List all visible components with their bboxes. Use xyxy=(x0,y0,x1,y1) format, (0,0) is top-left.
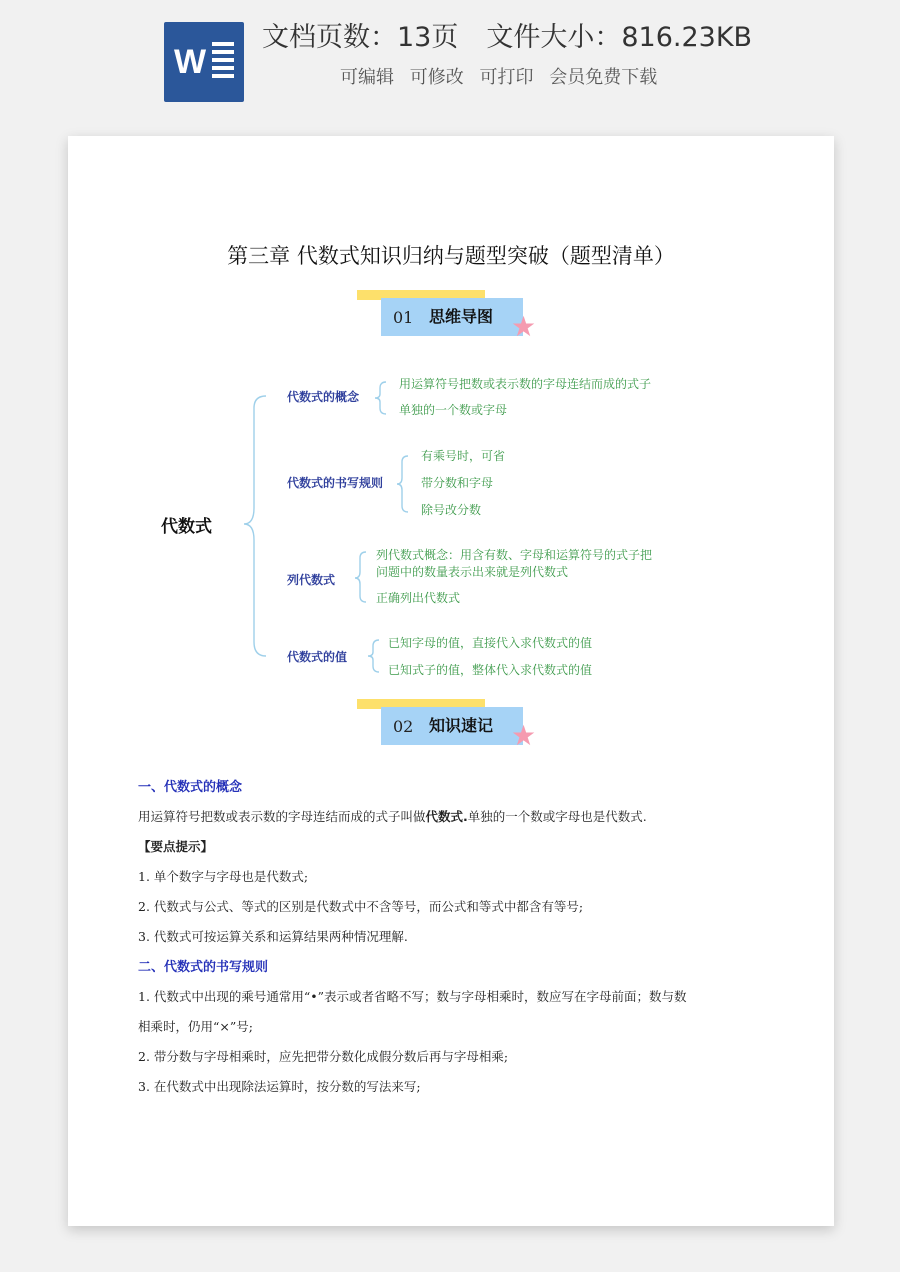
section-number: 02 xyxy=(393,717,414,736)
rule-item: 3. 在代数式中出现除法运算时，按分数的写法来写; xyxy=(138,1079,421,1094)
mind-map xyxy=(68,376,834,676)
feature-modifiable: 可修改 xyxy=(409,67,464,88)
feature-member-free: 会员免费下载 xyxy=(549,67,658,88)
section-banner-notes xyxy=(357,699,547,755)
term-bold: 代数式. xyxy=(425,809,468,824)
tip-item: 1. 单个数字与字母也是代数式; xyxy=(138,869,309,884)
word-icon xyxy=(164,22,244,102)
mind-map-root: 代数式 xyxy=(161,517,212,537)
page-count: 文档页数：13页 xyxy=(262,22,459,53)
document-title: 第三章 代数式知识归纳与题型突破（题型清单） xyxy=(227,244,675,268)
mind-map-branch: 列代数式 xyxy=(287,573,336,587)
mind-map-leaf: 列代数式概念：用含有数、字母和运算符号的式子把 xyxy=(376,548,653,562)
feature-editable: 可编辑 xyxy=(340,67,394,88)
tips-label: 【要点提示】 xyxy=(138,839,214,854)
tip-item: 2. 代数式与公式、等式的区别是代数式中不含等号，而公式和等式中都含有等号; xyxy=(138,899,584,914)
mind-map-leaf: 单独的一个数或字母 xyxy=(399,403,508,417)
download-info-header xyxy=(0,0,900,125)
feature-printable: 可打印 xyxy=(479,67,534,88)
document-page[interactable] xyxy=(68,136,834,1226)
section-label: 知识速记 xyxy=(429,716,494,735)
mind-map-leaf: 用运算符号把数或表示数的字母连结而成的式子 xyxy=(399,377,652,391)
section-heading: 一、代数式的概念 xyxy=(138,780,243,795)
word-icon-letter: W xyxy=(174,43,207,81)
section-heading: 二、代数式的书写规则 xyxy=(138,960,269,975)
file-size: 文件大小：816.23KB xyxy=(486,22,753,53)
star-icon: ★ xyxy=(511,719,537,752)
section-label: 思维导图 xyxy=(429,307,494,326)
definition-paragraph: 用运算符号把数或表示数的字母连结而成的式子叫做代数式.单独的一个数或字母也是代数式. xyxy=(138,809,647,824)
tip-item: 3. 代数式可按运算关系和运算结果两种情况理解. xyxy=(138,929,408,944)
rule-item-continued: 相乘时，仍用“×”号; xyxy=(138,1019,253,1034)
mind-map-branch: 代数式的概念 xyxy=(287,390,360,404)
mind-map-leaf: 带分数和字母 xyxy=(421,476,494,490)
section-banner-mindmap xyxy=(357,290,547,346)
mind-map-leaf: 问题中的数量表示出来就是列代数式 xyxy=(376,565,569,579)
mind-map-branch: 代数式的书写规则 xyxy=(287,476,384,490)
mind-map-leaf: 正确列出代数式 xyxy=(376,591,461,605)
rule-item: 2. 带分数与字母相乘时，应先把带分数化成假分数后再与字母相乘; xyxy=(138,1049,509,1064)
mind-map-leaf: 除号改分数 xyxy=(421,503,482,517)
file-meta xyxy=(262,20,822,56)
star-icon: ★ xyxy=(511,310,537,343)
mind-map-leaf: 已知式子的值，整体代入求代数式的值 xyxy=(388,663,593,677)
rule-item: 1. 代数式中出现的乘号通常用“•”表示或者省略不写；数与字母相乘时，数应写在字母前面；数与数 xyxy=(138,989,687,1004)
section-number: 01 xyxy=(393,308,414,327)
mind-map-branch: 代数式的值 xyxy=(287,650,348,664)
mind-map-leaf: 已知字母的值，直接代入求代数式的值 xyxy=(388,636,593,650)
mind-map-leaf: 有乘号时，可省 xyxy=(421,449,506,463)
feature-list xyxy=(340,64,667,92)
